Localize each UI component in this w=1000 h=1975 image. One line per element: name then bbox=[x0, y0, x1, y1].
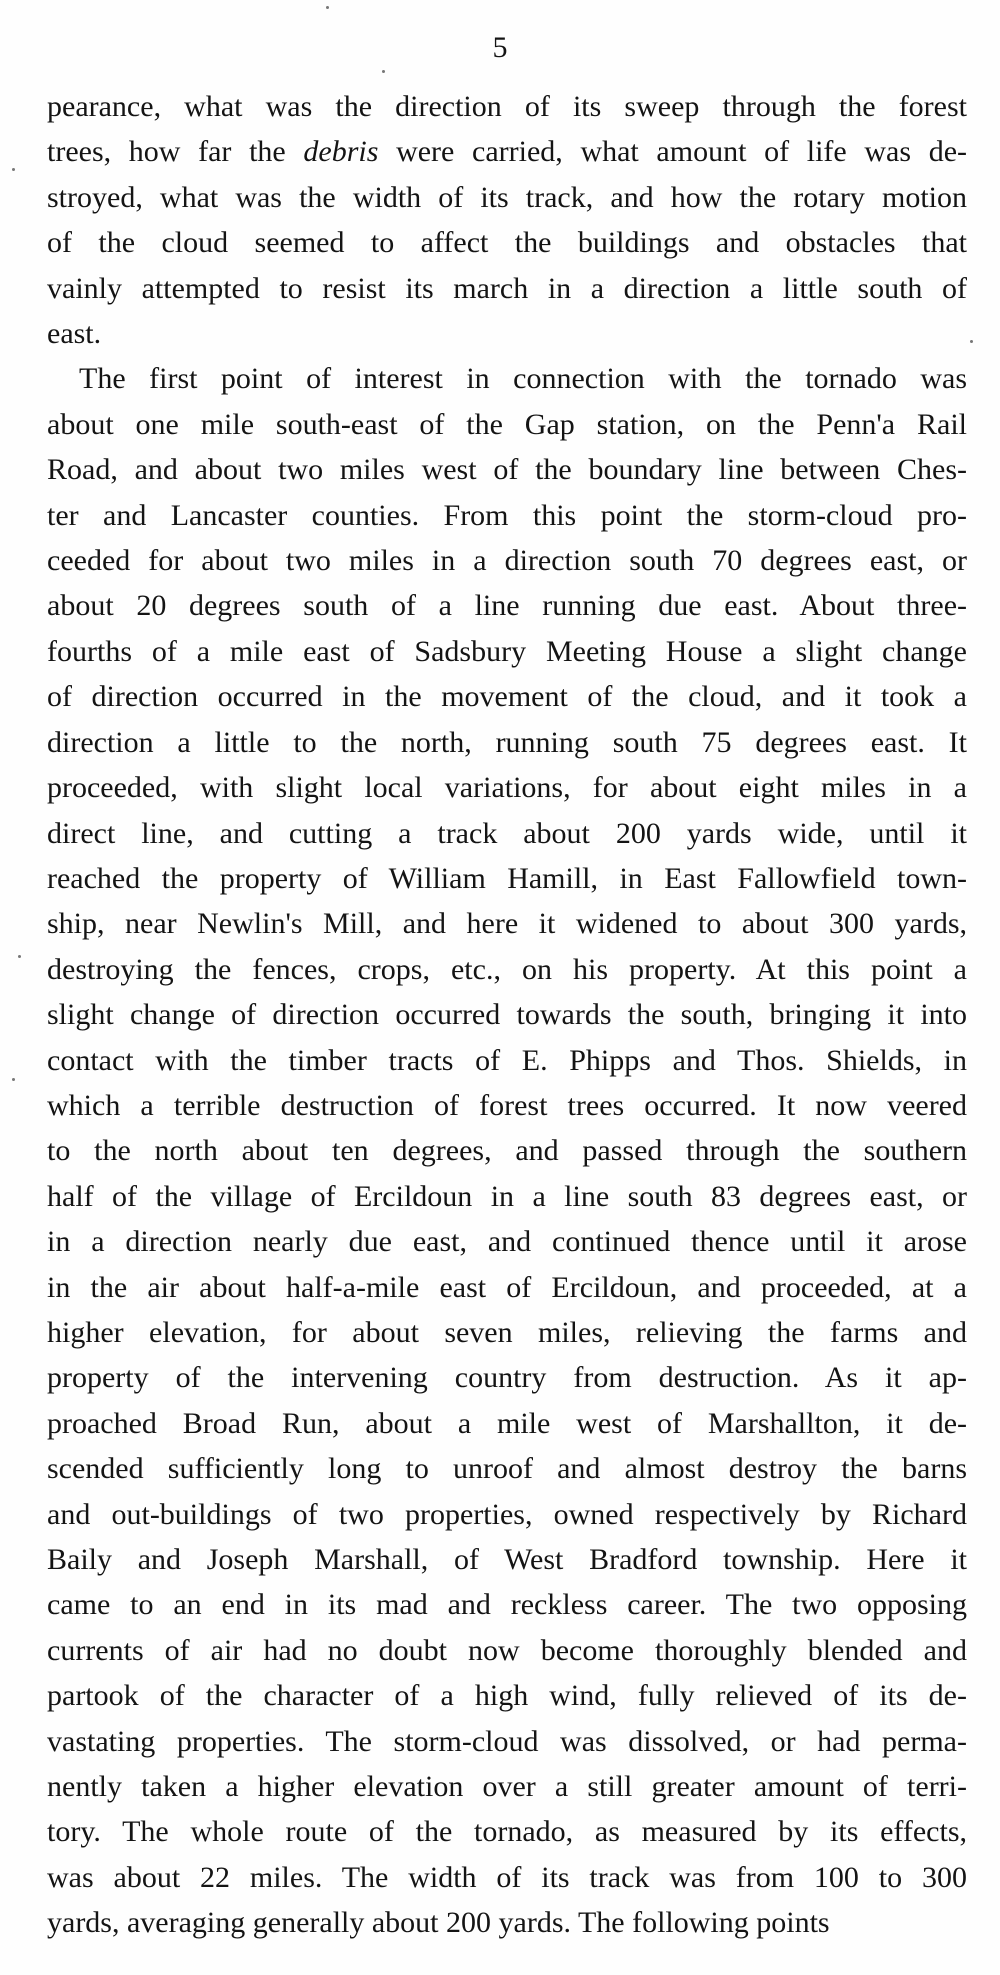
text-line bbox=[47, 811, 967, 856]
text-run: half of the village of Ercildoun in a line south 83 degrees east, or bbox=[47, 1179, 967, 1213]
text-line bbox=[47, 1355, 967, 1400]
text-line bbox=[47, 175, 967, 220]
text-line bbox=[47, 311, 967, 356]
text-run: about 20 degrees south of a line running due east. About three- bbox=[47, 589, 967, 623]
text-line bbox=[47, 583, 967, 628]
text-line bbox=[47, 1219, 967, 1264]
paragraph-1 bbox=[47, 84, 967, 356]
text-line bbox=[47, 1809, 967, 1854]
text-run: tory. The whole route of the tornado, as measured by its effects, bbox=[47, 1815, 967, 1849]
text-run: and out-buildings of two properties, owned respectively by Richard bbox=[47, 1497, 967, 1531]
text-run: partook of the character of a high wind, fully relieved of its de- bbox=[47, 1679, 967, 1713]
text-run: to the north about ten degrees, and passed through the southern bbox=[47, 1134, 967, 1168]
text-line bbox=[47, 1265, 967, 1310]
scan-speck bbox=[12, 1078, 15, 1081]
text-run: of the cloud seemed to affect the buildings and obstacles that bbox=[47, 226, 967, 260]
text-run: which a terrible destruction of forest trees occurred. It now veered bbox=[47, 1088, 967, 1122]
text-run: higher elevation, for about seven miles, relieving the farms and bbox=[47, 1315, 967, 1349]
text-run: yards, averaging generally about 200 yards. The following points bbox=[47, 1906, 830, 1940]
text-run: fourths of a mile east of Sadsbury Meeting House a slight change bbox=[47, 634, 967, 668]
scan-speck bbox=[382, 70, 385, 73]
text-run: ceeded for about two miles in a direction south 70 degrees east, or bbox=[47, 544, 967, 578]
page-number: 5 bbox=[492, 31, 508, 64]
text-line bbox=[47, 1628, 967, 1673]
text-line bbox=[47, 992, 967, 1037]
text-line bbox=[47, 1128, 967, 1173]
text-run: in the air about half-a-mile east of Ercildoun, and proceeded, at a bbox=[47, 1270, 967, 1304]
text-line bbox=[47, 856, 967, 901]
text-line bbox=[47, 84, 967, 129]
text-run: were carried, what amount of life was de- bbox=[378, 135, 967, 169]
text-line bbox=[47, 538, 967, 583]
scan-speck bbox=[18, 955, 21, 958]
text-line bbox=[47, 266, 967, 311]
text-line bbox=[47, 220, 967, 265]
text-run: about one mile south-east of the Gap station, on the Penn'a Rail bbox=[47, 407, 967, 441]
text-line bbox=[47, 1446, 967, 1491]
text-line bbox=[47, 674, 967, 719]
text-line bbox=[47, 402, 967, 447]
text-run: was about 22 miles. The width of its track was from 100 to 300 bbox=[47, 1860, 967, 1894]
text-run: destroying the fences, crops, etc., on his property. At this point a bbox=[47, 952, 967, 986]
text-run: Baily and Joseph Marshall, of West Bradford township. Here it bbox=[47, 1543, 967, 1576]
text-line bbox=[47, 1582, 967, 1627]
text-run: nently taken a higher elevation over a still greater amount of terri- bbox=[47, 1770, 967, 1804]
text-run: The first point of interest in connection with the tornado was bbox=[79, 362, 967, 396]
text-line bbox=[47, 129, 967, 174]
body-text bbox=[47, 84, 967, 1946]
text-run: of direction occurred in the movement of the cloud, and it took a bbox=[47, 680, 967, 714]
text-run: proceeded, with slight local variations, for about eight miles in a bbox=[47, 771, 967, 805]
text-line bbox=[47, 1673, 967, 1718]
text-line bbox=[47, 1719, 967, 1764]
text-run: east. bbox=[47, 317, 102, 351]
text-run: came to an end in its mad and reckless career. The two opposing bbox=[47, 1588, 967, 1622]
text-line bbox=[47, 629, 967, 674]
text-run: direction a little to the north, running south 75 degrees east. It bbox=[47, 725, 967, 759]
text-line bbox=[47, 356, 967, 401]
text-run: vastating properties. The storm-cloud was dissolved, or had perma- bbox=[47, 1724, 967, 1758]
text-line bbox=[47, 1900, 967, 1945]
italic-term: debris bbox=[303, 135, 379, 169]
text-line bbox=[47, 1492, 967, 1537]
text-run: currents of air had no doubt now become thoroughly blended and bbox=[47, 1633, 967, 1667]
text-line bbox=[47, 720, 967, 765]
scan-speck bbox=[326, 6, 329, 9]
text-line bbox=[47, 1764, 967, 1809]
text-run: Road, and about two miles west of the boundary line between Ches- bbox=[47, 453, 967, 487]
text-run: proached Broad Run, about a mile west of Marshallton, it de- bbox=[47, 1406, 967, 1440]
paragraph-2 bbox=[47, 356, 967, 1945]
scan-speck bbox=[12, 168, 15, 171]
text-run: vainly attempted to resist its march in a direction a little south of bbox=[47, 271, 967, 305]
text-run: trees, how far the bbox=[47, 135, 304, 169]
text-run: property of the intervening country from destruction. As it ap- bbox=[47, 1361, 967, 1395]
text-run: scended sufficiently long to unroof and almost destroy the barns bbox=[47, 1452, 967, 1486]
scan-speck bbox=[970, 340, 973, 343]
text-line bbox=[47, 1537, 967, 1582]
text-line bbox=[47, 1038, 967, 1083]
text-line bbox=[47, 947, 967, 992]
text-run: direct line, and cutting a track about 200 yards wide, until it bbox=[47, 816, 967, 850]
text-line bbox=[47, 1174, 967, 1219]
text-run: reached the property of William Hamill, in East Fallowfield town- bbox=[47, 861, 967, 895]
text-run: stroyed, what was the width of its track, and how the rotary motion bbox=[47, 180, 967, 214]
text-run: pearance, what was the direction of its sweep through the forest bbox=[47, 90, 967, 123]
text-run: ter and Lancaster counties. From this point the storm-cloud pro- bbox=[47, 498, 967, 532]
text-line bbox=[47, 765, 967, 810]
text-line bbox=[47, 447, 967, 492]
text-line bbox=[47, 1401, 967, 1446]
text-run: ship, near Newlin's Mill, and here it widened to about 300 yards, bbox=[47, 907, 967, 941]
text-line bbox=[47, 1310, 967, 1355]
text-run: in a direction nearly due east, and continued thence until it arose bbox=[47, 1225, 967, 1259]
text-line bbox=[47, 901, 967, 946]
text-line bbox=[47, 493, 967, 538]
text-run: contact with the timber tracts of E. Phipps and Thos. Shields, in bbox=[47, 1043, 967, 1077]
text-line bbox=[47, 1855, 967, 1900]
text-line bbox=[47, 1083, 967, 1128]
text-run: slight change of direction occurred towards the south, bringing it into bbox=[47, 998, 967, 1032]
